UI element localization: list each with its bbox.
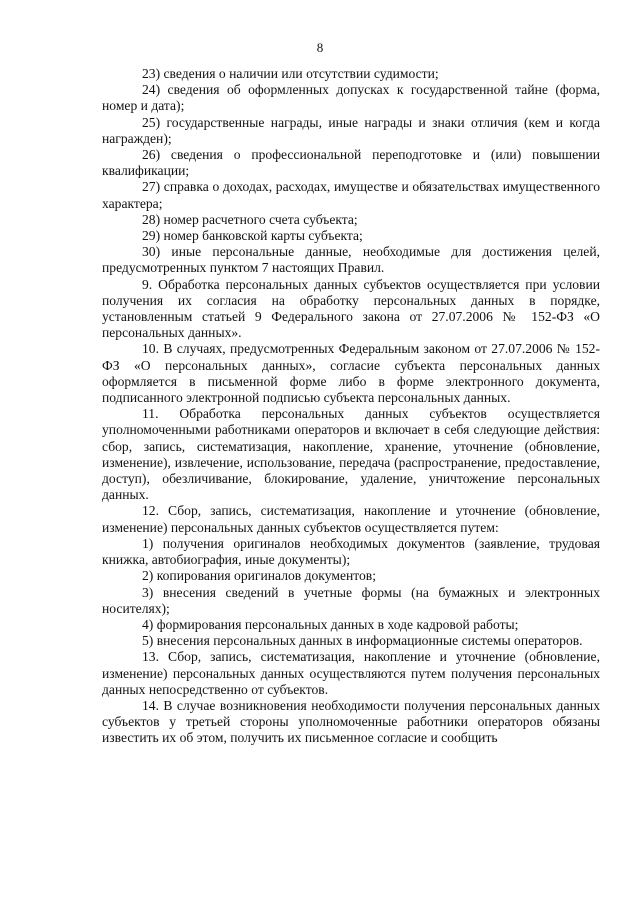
clause-12-item-1: 1) получения оригиналов необходимых документов (заявление, трудовая книжка, автобиография, иные документы);	[102, 535, 600, 568]
list-item-26: 26) сведения о профессиональной переподготовке и (или) повышении квалификации;	[102, 147, 600, 179]
page-number: 8	[316, 40, 324, 55]
clause-12-item-5: 5) внесения персональных данных в информационные системы операторов.	[142, 633, 583, 649]
clause-12-item-3: 3) внесения сведений в учетные формы (на бумажных и электронных носителях);	[102, 584, 600, 616]
clause-12-item-2: 2) копирования оригиналов документов;	[142, 568, 377, 584]
clause-10: 10. В случаях, предусмотренных Федеральным законом от 27.07.2006 № 152-ФЗ «О персональных данных», согласие субъекта персональных данных оформляется в письменной форме либо в форме электронного документа, подписанного электронной подписью субъекта персональных данных.	[102, 341, 600, 406]
list-item-23: 23) сведения о наличии или отсутствии судимости;	[142, 66, 439, 81]
clause-12: 12. Сбор, запись, систематизация, накопление и уточнение (обновление, изменение) персональных данных субъектов осуществляется путем:	[102, 503, 600, 535]
clause-14: 14. В случае возникновения необходимости получения персональных данных субъектов у третьей стороны уполномоченные работники операторов обязаны известить их об этом, получить их письменное согласие и сообщить	[102, 697, 600, 746]
clause-12-item-4: 4) формирования персональных данных в ходе кадровой работы;	[142, 616, 519, 632]
clause-11: 11. Обработка персональных данных субъектов осуществляется уполномоченными работниками операторов и включает в себя следующие действия: сбор, запись, систематизация, накопление, хранение, уточнение (обновление, изменение), извлечение, использование, передача (распространение, предоставление, доступ), обезличивание, блокирование, удаление, уничтожение персональных данных.	[102, 406, 600, 503]
clause-9: 9. Обработка персональных данных субъектов осуществляется при условии получения их согласия на обработку персональных данных в порядке, установленным статьей 9 Федерального закона от 27.07.2006 № 152-ФЗ «О персональных данных».	[102, 276, 600, 341]
list-item-27: 27) справка о доходах, расходах, имуществе и обязательствах имущественного характера;	[102, 179, 600, 211]
clause-13: 13. Сбор, запись, систематизация, накопление и уточнение (обновление, изменение) персональных данных осуществляются путем получения персональных данных непосредственно от субъектов.	[102, 649, 600, 697]
list-item-24: 24) сведения об оформленных допусках к государственной тайне (форма, номер и дата);	[102, 82, 600, 114]
list-item-25: 25) государственные награды, иные награды и знаки отличия (кем и когда награжден);	[102, 114, 600, 146]
document-body	[102, 66, 600, 747]
list-item-30: 30) иные персональные данные, необходимые для достижения целей, предусмотренных пунктом 7 настоящих Правил.	[102, 244, 600, 276]
list-item-29: 29) номер банковской карты субъекта;	[142, 228, 363, 244]
list-item-28: 28) номер расчетного счета субъекта;	[142, 211, 358, 227]
